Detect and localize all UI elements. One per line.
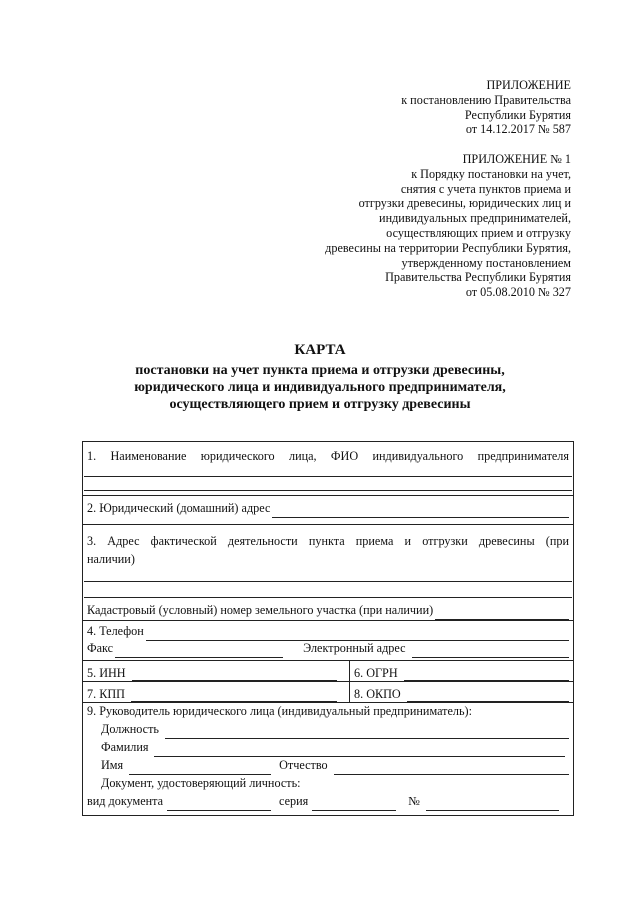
surname-label: Фамилия: [101, 740, 149, 754]
kpp-label: 7. КПП: [87, 687, 125, 701]
actual-address-field-1[interactable]: [84, 571, 572, 582]
fax-field[interactable]: [115, 643, 283, 658]
cadastral-field[interactable]: [435, 605, 569, 620]
section-actual-address: [83, 525, 573, 621]
name-field[interactable]: [129, 760, 271, 775]
appendix-one-line: ПРИЛОЖЕНИЕ № 1: [462, 152, 571, 166]
actual-address-label-cont: наличии): [87, 552, 135, 566]
entity-name-field-2[interactable]: [84, 477, 572, 491]
series-label: серия: [279, 794, 309, 808]
name-label: Имя: [101, 758, 124, 772]
appendix-main-line: к постановлению Правительства: [401, 92, 571, 107]
actual-address-label: 3. Адрес фактической деятельности пункта приема и отгрузки древесины (при: [87, 534, 569, 548]
document-title: [60, 342, 580, 413]
patronymic-field[interactable]: [334, 760, 569, 775]
appendix-main-line: от 14.12.2017 № 587: [465, 122, 571, 137]
email-field[interactable]: [412, 643, 569, 658]
ogrn-label: 6. ОГРН: [354, 666, 398, 680]
series-field[interactable]: [312, 796, 396, 811]
section-kpp-okpo: [83, 682, 573, 703]
appendix-one-line: древесины на территории Республики Бурятия,: [325, 240, 571, 255]
appendix-main-line: ПРИЛОЖЕНИЕ: [486, 78, 571, 92]
title-line: постановки на учет пункта приема и отгрузки древесины,: [135, 363, 505, 378]
title-karta: КАРТА: [294, 342, 346, 358]
kpp-field[interactable]: [131, 687, 337, 702]
cadastral-label: Кадастровый (условный) номер земельного участка (при наличии): [87, 603, 434, 617]
title-line: юридического лица и индивидуального предпринимателя,: [134, 380, 506, 395]
number-label: №: [408, 794, 420, 808]
entity-name-label: 1. Наименование юридического лица, ФИО индивидуального предпринимателя: [87, 449, 569, 463]
legal-address-field[interactable]: [272, 503, 569, 518]
position-field[interactable]: [165, 724, 569, 739]
appendix-one-line: снятия с учета пунктов приема и: [400, 181, 571, 196]
appendix-one-line: индивидуальных предпринимателей,: [379, 211, 571, 226]
fax-label: Факс: [87, 641, 114, 655]
okpo-field[interactable]: [407, 687, 569, 702]
okpo-label: 8. ОКПО: [354, 687, 401, 701]
appendix-one-line: Правительства Республики Бурятия: [385, 270, 571, 285]
registration-form: [82, 441, 574, 816]
title-line: осуществляющего прием и отгрузку древесины: [169, 397, 471, 412]
phone-label: 4. Телефон: [87, 624, 144, 638]
id-document-label: Документ, удостоверяющий личность:: [101, 776, 301, 790]
patronymic-label: Отчество: [279, 758, 328, 772]
appendix-main-line: Республики Бурятия: [464, 107, 571, 122]
inn-field[interactable]: [132, 666, 337, 681]
entity-name-field-1[interactable]: [84, 464, 572, 477]
actual-address-field-2[interactable]: [84, 582, 572, 598]
appendix-one-line: от 05.08.2010 № 327: [465, 285, 571, 300]
legal-address-label: 2. Юридический (домашний) адрес: [87, 501, 271, 515]
appendix-one-header: [325, 152, 571, 300]
inn-label: 5. ИНН: [87, 666, 126, 680]
section-head: [83, 703, 573, 815]
appendix-one-line: осуществляющих прием и отгрузку: [386, 225, 571, 240]
position-label: Должность: [101, 722, 159, 736]
section-inn-ogrn: [83, 661, 573, 682]
email-label: Электронный адрес: [303, 641, 406, 655]
appendix-main-header: [401, 78, 571, 137]
surname-field[interactable]: [154, 742, 565, 757]
ogrn-field[interactable]: [404, 666, 569, 681]
section-legal-address: [83, 496, 573, 525]
appendix-one-line: к Порядку постановки на учет,: [411, 166, 571, 181]
appendix-one-line: утвержденному постановлением: [401, 255, 571, 270]
doc-type-label: вид документа: [87, 794, 164, 808]
section-contacts: [83, 621, 573, 661]
head-label: 9. Руководитель юридического лица (индивидуальный предприниматель):: [87, 704, 472, 718]
phone-field[interactable]: [146, 626, 569, 641]
doc-type-field[interactable]: [167, 796, 271, 811]
section-entity-name: [83, 442, 573, 496]
number-field[interactable]: [426, 796, 559, 811]
appendix-one-line: отгрузки древесины, юридических лиц и: [358, 196, 571, 211]
